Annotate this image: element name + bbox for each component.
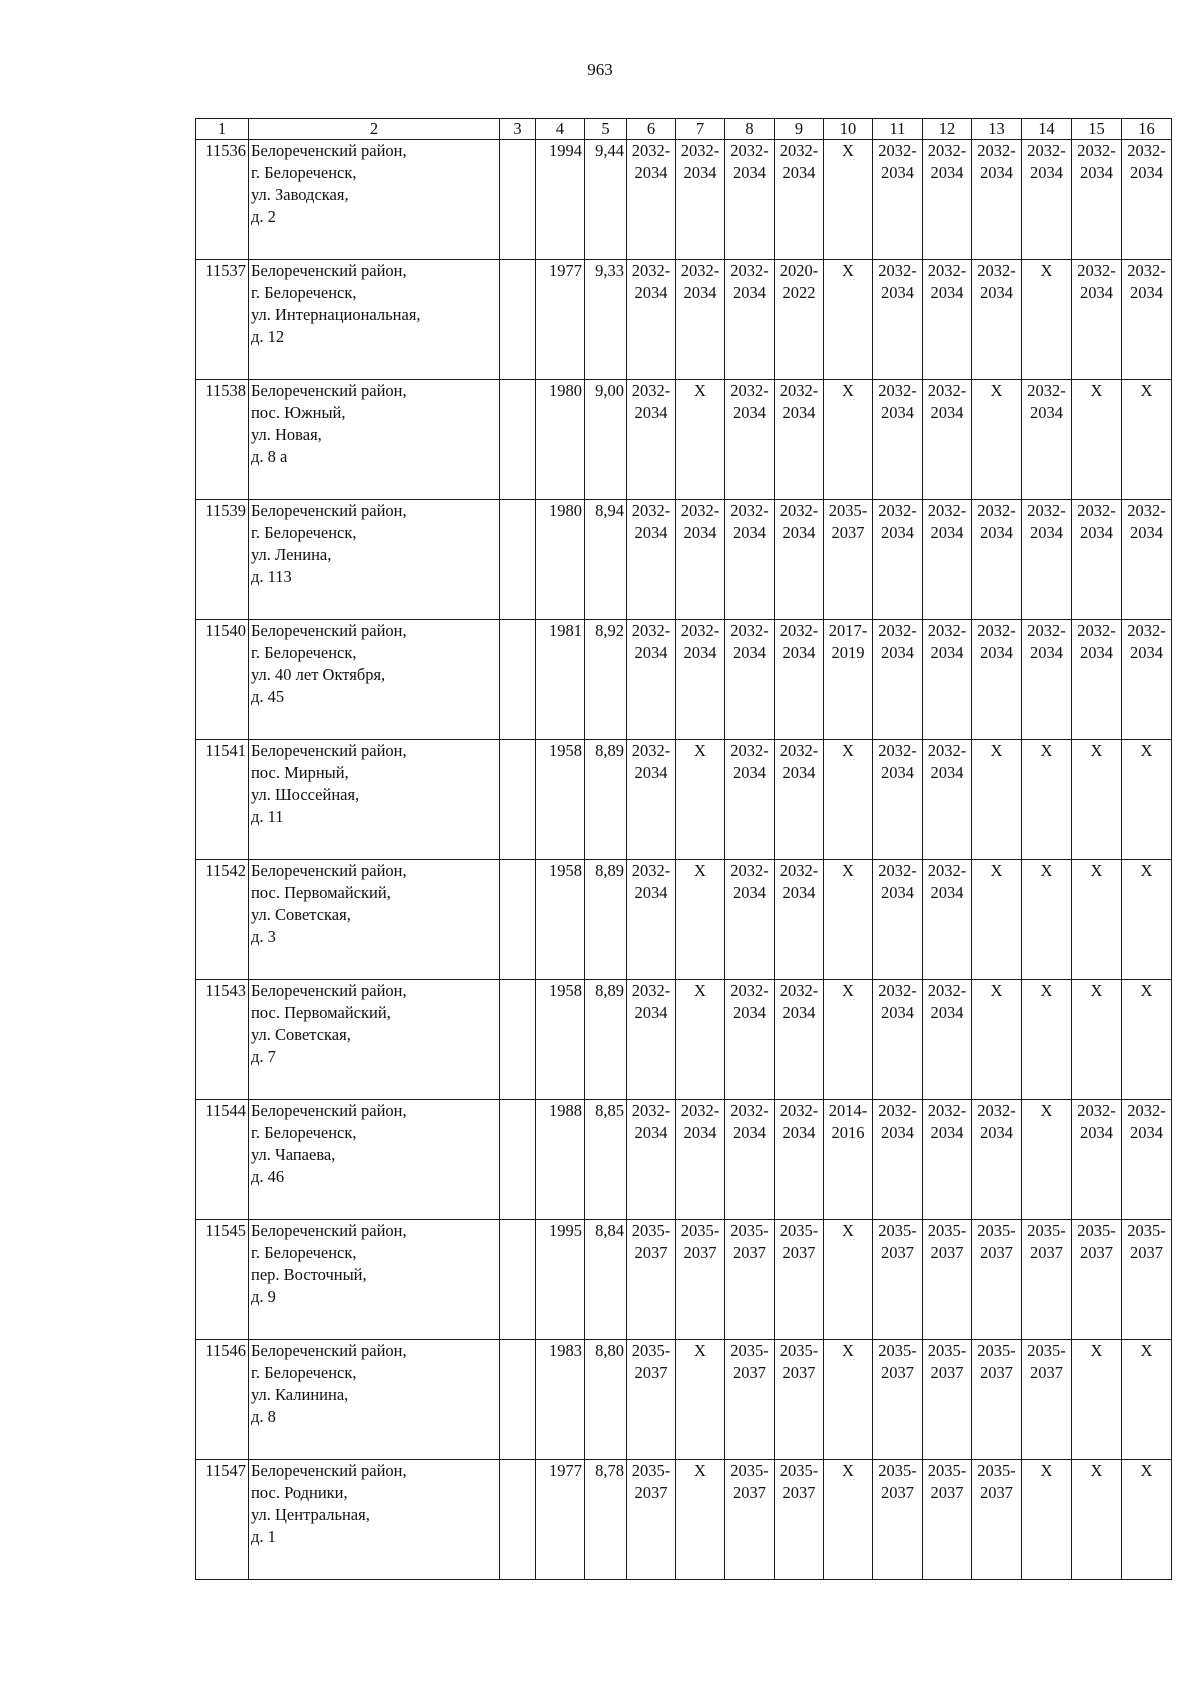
index-cell: 8,84 bbox=[585, 1220, 627, 1340]
period-cell-col-9: 2032- 2034 bbox=[775, 500, 824, 620]
column-header-16: 16 bbox=[1122, 119, 1172, 140]
period-cell-col-6: 2032- 2034 bbox=[627, 1100, 676, 1220]
period-cell-col-13: X bbox=[972, 980, 1022, 1100]
column-3-cell bbox=[500, 740, 536, 860]
table-row bbox=[196, 140, 1172, 260]
period-cell-col-6: 2032- 2034 bbox=[627, 140, 676, 260]
address-cell: Белореченский район, г. Белореченск, пер. Восточный, д. 9 bbox=[249, 1220, 500, 1340]
page-number: 963 bbox=[587, 60, 613, 79]
period-cell-col-14: X bbox=[1022, 980, 1072, 1100]
address-cell: Белореченский район, г. Белореченск, ул. Интернациональная, д. 12 bbox=[249, 260, 500, 380]
column-header-12: 12 bbox=[923, 119, 972, 140]
index-cell: 8,89 bbox=[585, 980, 627, 1100]
period-cell-col-8: 2032- 2034 bbox=[725, 740, 775, 860]
row-id: 11547 bbox=[196, 1460, 249, 1580]
year-cell: 1988 bbox=[536, 1100, 585, 1220]
period-cell-col-8: 2032- 2034 bbox=[725, 140, 775, 260]
period-cell-col-8: 2035- 2037 bbox=[725, 1220, 775, 1340]
index-cell: 8,92 bbox=[585, 620, 627, 740]
period-cell-col-16: X bbox=[1122, 980, 1172, 1100]
address-cell: Белореченский район, г. Белореченск, ул. Чапаева, д. 46 bbox=[249, 1100, 500, 1220]
table-row bbox=[196, 620, 1172, 740]
period-cell-col-6: 2032- 2034 bbox=[627, 860, 676, 980]
row-id: 11545 bbox=[196, 1220, 249, 1340]
row-id: 11536 bbox=[196, 140, 249, 260]
period-cell-col-14: 2032- 2034 bbox=[1022, 140, 1072, 260]
table-row bbox=[196, 1220, 1172, 1340]
period-cell-col-11: 2032- 2034 bbox=[873, 260, 923, 380]
period-cell-col-13: X bbox=[972, 740, 1022, 860]
period-cell-col-7: X bbox=[676, 1460, 725, 1580]
period-cell-col-7: X bbox=[676, 380, 725, 500]
period-cell-col-11: 2032- 2034 bbox=[873, 380, 923, 500]
period-cell-col-13: 2032- 2034 bbox=[972, 620, 1022, 740]
index-cell: 8,89 bbox=[585, 740, 627, 860]
address-cell: Белореченский район, пос. Родники, ул. Центральная, д. 1 bbox=[249, 1460, 500, 1580]
address-cell: Белореченский район, г. Белореченск, ул. Заводская, д. 2 bbox=[249, 140, 500, 260]
column-3-cell bbox=[500, 140, 536, 260]
year-cell: 1994 bbox=[536, 140, 585, 260]
address-cell: Белореченский район, пос. Южный, ул. Новая, д. 8 а bbox=[249, 380, 500, 500]
column-header-1: 1 bbox=[196, 119, 249, 140]
period-cell-col-15: X bbox=[1072, 1460, 1122, 1580]
index-cell: 8,78 bbox=[585, 1460, 627, 1580]
column-3-cell bbox=[500, 1220, 536, 1340]
period-cell-col-10: X bbox=[824, 980, 873, 1100]
year-cell: 1958 bbox=[536, 860, 585, 980]
table-row bbox=[196, 860, 1172, 980]
row-id: 11538 bbox=[196, 380, 249, 500]
period-cell-col-11: 2032- 2034 bbox=[873, 500, 923, 620]
period-cell-col-8: 2032- 2034 bbox=[725, 1100, 775, 1220]
period-cell-col-16: 2032- 2034 bbox=[1122, 140, 1172, 260]
period-cell-col-9: 2032- 2034 bbox=[775, 380, 824, 500]
period-cell-col-13: X bbox=[972, 860, 1022, 980]
column-header-15: 15 bbox=[1072, 119, 1122, 140]
period-cell-col-12: 2032- 2034 bbox=[923, 980, 972, 1100]
period-cell-col-9: 2032- 2034 bbox=[775, 740, 824, 860]
table-row bbox=[196, 260, 1172, 380]
period-cell-col-13: 2032- 2034 bbox=[972, 1100, 1022, 1220]
period-cell-col-15: 2032- 2034 bbox=[1072, 260, 1122, 380]
period-cell-col-11: 2032- 2034 bbox=[873, 620, 923, 740]
period-cell-col-12: 2032- 2034 bbox=[923, 140, 972, 260]
period-cell-col-8: 2032- 2034 bbox=[725, 860, 775, 980]
period-cell-col-10: 2035- 2037 bbox=[824, 500, 873, 620]
period-cell-col-13: 2032- 2034 bbox=[972, 260, 1022, 380]
period-cell-col-9: 2020- 2022 bbox=[775, 260, 824, 380]
period-cell-col-7: X bbox=[676, 740, 725, 860]
period-cell-col-15: 2032- 2034 bbox=[1072, 620, 1122, 740]
period-cell-col-7: 2032- 2034 bbox=[676, 500, 725, 620]
period-cell-col-12: 2032- 2034 bbox=[923, 860, 972, 980]
column-header-3: 3 bbox=[500, 119, 536, 140]
period-cell-col-12: 2035- 2037 bbox=[923, 1220, 972, 1340]
period-cell-col-6: 2032- 2034 bbox=[627, 260, 676, 380]
period-cell-col-13: 2035- 2037 bbox=[972, 1220, 1022, 1340]
period-cell-col-6: 2035- 2037 bbox=[627, 1340, 676, 1460]
column-header-8: 8 bbox=[725, 119, 775, 140]
column-header-11: 11 bbox=[873, 119, 923, 140]
period-cell-col-16: X bbox=[1122, 860, 1172, 980]
row-id: 11543 bbox=[196, 980, 249, 1100]
period-cell-col-15: 2035- 2037 bbox=[1072, 1220, 1122, 1340]
period-cell-col-10: X bbox=[824, 860, 873, 980]
column-3-cell bbox=[500, 620, 536, 740]
period-cell-col-13: 2035- 2037 bbox=[972, 1460, 1022, 1580]
period-cell-col-7: X bbox=[676, 1340, 725, 1460]
period-cell-col-7: 2032- 2034 bbox=[676, 140, 725, 260]
period-cell-col-9: 2035- 2037 bbox=[775, 1220, 824, 1340]
period-cell-col-6: 2032- 2034 bbox=[627, 740, 676, 860]
column-header-14: 14 bbox=[1022, 119, 1072, 140]
table-row bbox=[196, 500, 1172, 620]
period-cell-col-11: 2032- 2034 bbox=[873, 740, 923, 860]
table-row bbox=[196, 1100, 1172, 1220]
period-cell-col-13: 2032- 2034 bbox=[972, 140, 1022, 260]
period-cell-col-9: 2032- 2034 bbox=[775, 140, 824, 260]
table-row bbox=[196, 1460, 1172, 1580]
address-cell: Белореченский район, пос. Первомайский, ул. Советская, д. 7 bbox=[249, 980, 500, 1100]
period-cell-col-10: X bbox=[824, 1460, 873, 1580]
period-cell-col-8: 2032- 2034 bbox=[725, 620, 775, 740]
period-cell-col-14: 2032- 2034 bbox=[1022, 500, 1072, 620]
table-row bbox=[196, 1340, 1172, 1460]
period-cell-col-12: 2035- 2037 bbox=[923, 1340, 972, 1460]
period-cell-col-10: X bbox=[824, 140, 873, 260]
column-header-6: 6 bbox=[627, 119, 676, 140]
column-header-9: 9 bbox=[775, 119, 824, 140]
period-cell-col-9: 2032- 2034 bbox=[775, 980, 824, 1100]
period-cell-col-8: 2035- 2037 bbox=[725, 1460, 775, 1580]
period-cell-col-13: X bbox=[972, 380, 1022, 500]
period-cell-col-16: X bbox=[1122, 380, 1172, 500]
year-cell: 1980 bbox=[536, 380, 585, 500]
period-cell-col-8: 2032- 2034 bbox=[725, 980, 775, 1100]
column-header-10: 10 bbox=[824, 119, 873, 140]
period-cell-col-10: X bbox=[824, 1340, 873, 1460]
period-cell-col-9: 2032- 2034 bbox=[775, 860, 824, 980]
table-row bbox=[196, 380, 1172, 500]
year-cell: 1983 bbox=[536, 1340, 585, 1460]
column-3-cell bbox=[500, 860, 536, 980]
column-header-13: 13 bbox=[972, 119, 1022, 140]
period-cell-col-14: X bbox=[1022, 1100, 1072, 1220]
period-cell-col-9: 2032- 2034 bbox=[775, 620, 824, 740]
period-cell-col-9: 2035- 2037 bbox=[775, 1340, 824, 1460]
table-body bbox=[196, 140, 1172, 1580]
period-cell-col-7: 2032- 2034 bbox=[676, 620, 725, 740]
column-header-4: 4 bbox=[536, 119, 585, 140]
period-cell-col-10: X bbox=[824, 260, 873, 380]
period-cell-col-7: 2035- 2037 bbox=[676, 1220, 725, 1340]
row-id: 11541 bbox=[196, 740, 249, 860]
column-3-cell bbox=[500, 1100, 536, 1220]
row-id: 11542 bbox=[196, 860, 249, 980]
period-cell-col-14: X bbox=[1022, 1460, 1072, 1580]
address-cell: Белореченский район, пос. Мирный, ул. Шоссейная, д. 11 bbox=[249, 740, 500, 860]
period-cell-col-16: X bbox=[1122, 1340, 1172, 1460]
period-cell-col-14: 2035- 2037 bbox=[1022, 1340, 1072, 1460]
repair-schedule-table bbox=[195, 118, 1172, 1580]
index-cell: 8,94 bbox=[585, 500, 627, 620]
period-cell-col-11: 2035- 2037 bbox=[873, 1340, 923, 1460]
index-cell: 9,33 bbox=[585, 260, 627, 380]
period-cell-col-10: X bbox=[824, 380, 873, 500]
period-cell-col-12: 2032- 2034 bbox=[923, 1100, 972, 1220]
period-cell-col-10: X bbox=[824, 1220, 873, 1340]
period-cell-col-7: X bbox=[676, 980, 725, 1100]
period-cell-col-16: 2032- 2034 bbox=[1122, 620, 1172, 740]
period-cell-col-11: 2035- 2037 bbox=[873, 1220, 923, 1340]
period-cell-col-11: 2035- 2037 bbox=[873, 1460, 923, 1580]
table-row bbox=[196, 980, 1172, 1100]
period-cell-col-6: 2032- 2034 bbox=[627, 620, 676, 740]
period-cell-col-12: 2032- 2034 bbox=[923, 380, 972, 500]
column-3-cell bbox=[500, 380, 536, 500]
table-row bbox=[196, 740, 1172, 860]
period-cell-col-15: X bbox=[1072, 860, 1122, 980]
address-cell: Белореченский район, г. Белореченск, ул. Ленина, д. 113 bbox=[249, 500, 500, 620]
column-3-cell bbox=[500, 1340, 536, 1460]
period-cell-col-12: 2032- 2034 bbox=[923, 740, 972, 860]
column-number-header-row bbox=[196, 119, 1172, 140]
period-cell-col-15: 2032- 2034 bbox=[1072, 140, 1122, 260]
period-cell-col-13: 2035- 2037 bbox=[972, 1340, 1022, 1460]
period-cell-col-14: X bbox=[1022, 740, 1072, 860]
period-cell-col-7: 2032- 2034 bbox=[676, 1100, 725, 1220]
period-cell-col-6: 2035- 2037 bbox=[627, 1220, 676, 1340]
period-cell-col-16: 2035- 2037 bbox=[1122, 1220, 1172, 1340]
period-cell-col-16: X bbox=[1122, 1460, 1172, 1580]
period-cell-col-14: X bbox=[1022, 860, 1072, 980]
period-cell-col-13: 2032- 2034 bbox=[972, 500, 1022, 620]
address-cell: Белореченский район, г. Белореченск, ул. Калинина, д. 8 bbox=[249, 1340, 500, 1460]
year-cell: 1981 bbox=[536, 620, 585, 740]
period-cell-col-14: 2032- 2034 bbox=[1022, 380, 1072, 500]
row-id: 11546 bbox=[196, 1340, 249, 1460]
period-cell-col-12: 2035- 2037 bbox=[923, 1460, 972, 1580]
index-cell: 8,80 bbox=[585, 1340, 627, 1460]
column-header-5: 5 bbox=[585, 119, 627, 140]
period-cell-col-9: 2035- 2037 bbox=[775, 1460, 824, 1580]
row-id: 11540 bbox=[196, 620, 249, 740]
index-cell: 9,44 bbox=[585, 140, 627, 260]
period-cell-col-16: 2032- 2034 bbox=[1122, 1100, 1172, 1220]
period-cell-col-8: 2035- 2037 bbox=[725, 1340, 775, 1460]
period-cell-col-11: 2032- 2034 bbox=[873, 140, 923, 260]
period-cell-col-8: 2032- 2034 bbox=[725, 380, 775, 500]
period-cell-col-14: X bbox=[1022, 260, 1072, 380]
period-cell-col-11: 2032- 2034 bbox=[873, 1100, 923, 1220]
row-id: 11537 bbox=[196, 260, 249, 380]
period-cell-col-6: 2032- 2034 bbox=[627, 500, 676, 620]
year-cell: 1977 bbox=[536, 260, 585, 380]
year-cell: 1958 bbox=[536, 980, 585, 1100]
period-cell-col-11: 2032- 2034 bbox=[873, 980, 923, 1100]
column-3-cell bbox=[500, 980, 536, 1100]
period-cell-col-16: 2032- 2034 bbox=[1122, 500, 1172, 620]
column-header-7: 7 bbox=[676, 119, 725, 140]
index-cell: 9,00 bbox=[585, 380, 627, 500]
period-cell-col-15: 2032- 2034 bbox=[1072, 1100, 1122, 1220]
period-cell-col-15: X bbox=[1072, 980, 1122, 1100]
period-cell-col-7: 2032- 2034 bbox=[676, 260, 725, 380]
period-cell-col-12: 2032- 2034 bbox=[923, 260, 972, 380]
period-cell-col-15: X bbox=[1072, 1340, 1122, 1460]
period-cell-col-10: 2014- 2016 bbox=[824, 1100, 873, 1220]
period-cell-col-12: 2032- 2034 bbox=[923, 620, 972, 740]
year-cell: 1980 bbox=[536, 500, 585, 620]
column-header-2: 2 bbox=[249, 119, 500, 140]
period-cell-col-11: 2032- 2034 bbox=[873, 860, 923, 980]
address-cell: Белореченский район, пос. Первомайский, ул. Советская, д. 3 bbox=[249, 860, 500, 980]
address-cell: Белореченский район, г. Белореченск, ул. 40 лет Октября, д. 45 bbox=[249, 620, 500, 740]
period-cell-col-8: 2032- 2034 bbox=[725, 260, 775, 380]
period-cell-col-12: 2032- 2034 bbox=[923, 500, 972, 620]
period-cell-col-7: X bbox=[676, 860, 725, 980]
year-cell: 1977 bbox=[536, 1460, 585, 1580]
year-cell: 1958 bbox=[536, 740, 585, 860]
index-cell: 8,85 bbox=[585, 1100, 627, 1220]
period-cell-col-14: 2032- 2034 bbox=[1022, 620, 1072, 740]
period-cell-col-16: 2032- 2034 bbox=[1122, 260, 1172, 380]
period-cell-col-8: 2032- 2034 bbox=[725, 500, 775, 620]
row-id: 11544 bbox=[196, 1100, 249, 1220]
period-cell-col-15: X bbox=[1072, 380, 1122, 500]
period-cell-col-15: X bbox=[1072, 740, 1122, 860]
column-3-cell bbox=[500, 260, 536, 380]
period-cell-col-6: 2032- 2034 bbox=[627, 380, 676, 500]
period-cell-col-14: 2035- 2037 bbox=[1022, 1220, 1072, 1340]
period-cell-col-10: X bbox=[824, 740, 873, 860]
period-cell-col-10: 2017- 2019 bbox=[824, 620, 873, 740]
column-3-cell bbox=[500, 500, 536, 620]
column-3-cell bbox=[500, 1460, 536, 1580]
period-cell-col-15: 2032- 2034 bbox=[1072, 500, 1122, 620]
period-cell-col-16: X bbox=[1122, 740, 1172, 860]
index-cell: 8,89 bbox=[585, 860, 627, 980]
period-cell-col-6: 2035- 2037 bbox=[627, 1460, 676, 1580]
period-cell-col-9: 2032- 2034 bbox=[775, 1100, 824, 1220]
row-id: 11539 bbox=[196, 500, 249, 620]
period-cell-col-6: 2032- 2034 bbox=[627, 980, 676, 1100]
year-cell: 1995 bbox=[536, 1220, 585, 1340]
